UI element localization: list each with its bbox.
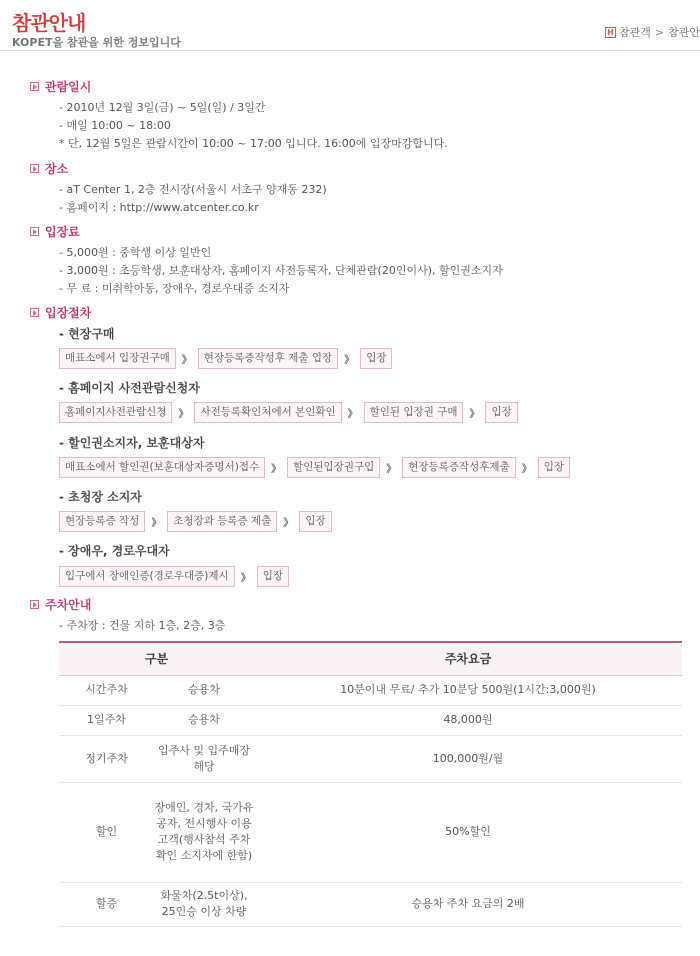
bullet-arrow-icon bbox=[30, 164, 39, 173]
parking-fee-cell: 50%할인 bbox=[254, 782, 682, 882]
procedure-group-title: - 할인권소지자, 보훈대상자 bbox=[59, 436, 205, 450]
procedure-step: 입구에서 장애인증(경로우대증)제시 bbox=[59, 566, 235, 587]
flow-arrow-icon: 》 bbox=[469, 409, 480, 420]
flow-arrow-icon: 》 bbox=[240, 573, 251, 584]
procedure-flow bbox=[59, 511, 332, 532]
section-title: 관람일시 bbox=[45, 79, 92, 94]
parking-fee-cell: 승용차 주차 요금의 2배 bbox=[254, 882, 682, 926]
parking-type-cell: 할증 bbox=[59, 882, 154, 926]
page-title: 참관안내 bbox=[12, 11, 86, 35]
procedure-step: 현장등록증작성후 제출 입장 bbox=[198, 348, 338, 369]
flow-arrow-icon: 》 bbox=[347, 409, 358, 420]
parking-target-cell: 화물차(2.5t이상), 25인승 이상 차량 bbox=[154, 882, 254, 926]
breadcrumb-item-guide[interactable]: 참관안 bbox=[668, 26, 700, 39]
flow-arrow-icon: 》 bbox=[386, 464, 397, 475]
parking-fee-cell: 100,000원/월 bbox=[254, 735, 682, 782]
column-header-fee: 주차요금 bbox=[254, 642, 682, 675]
page-subtitle: KOPET을 참관을 위한 정보입니다 bbox=[12, 36, 181, 49]
table-row bbox=[59, 735, 682, 782]
procedure-flow bbox=[59, 348, 392, 369]
section-procedure bbox=[30, 305, 91, 319]
procedure-step: 사전등록확인처에서 본인확인 bbox=[194, 402, 341, 423]
procedure-group-title: - 현장구매 bbox=[59, 327, 115, 341]
procedure-group-title: - 장애우, 경로우대자 bbox=[59, 544, 170, 558]
table-row bbox=[59, 705, 682, 735]
section-title: 입장료 bbox=[45, 224, 80, 239]
breadcrumb bbox=[605, 24, 700, 40]
flow-arrow-icon: 》 bbox=[271, 464, 282, 475]
fee-line: - 5,000원 : 중학생 이상 일반인 bbox=[59, 246, 212, 259]
parking-target-cell: 승용차 bbox=[154, 705, 254, 735]
fee-line: - 무 료 : 미취학아동, 장애우, 경로우대증 소지자 bbox=[59, 282, 290, 295]
procedure-step: 입장 bbox=[485, 402, 517, 423]
table-header-row bbox=[59, 642, 682, 675]
procedure-group-title: - 초청장 소지자 bbox=[59, 490, 142, 504]
venue-homepage: - 홈페이지 : http://www.atcenter.co.kr bbox=[59, 201, 259, 214]
schedule-line: - 매일 10:00 ~ 18:00 bbox=[59, 119, 171, 132]
procedure-step: 현장등록증 작성 bbox=[59, 511, 145, 532]
procedure-flow bbox=[59, 402, 518, 423]
parking-fee-cell: 48,000원 bbox=[254, 705, 682, 735]
section-parking bbox=[30, 597, 91, 611]
parking-target-cell: 입주사 및 입주매장 해당 bbox=[154, 735, 254, 782]
parking-type-cell: 1일주차 bbox=[59, 705, 154, 735]
bullet-arrow-icon bbox=[30, 82, 39, 91]
parking-fee-table bbox=[59, 641, 682, 927]
procedure-step: 입장 bbox=[299, 511, 331, 532]
section-title: 입장절차 bbox=[45, 305, 92, 320]
parking-target-cell: 장애인, 경차, 국가유공자, 전시행사 이용고객(행사참석 주차확인 소지자에 한함) bbox=[154, 782, 254, 882]
section-venue bbox=[30, 161, 68, 175]
procedure-step: 할인된 입장권 구매 bbox=[364, 402, 464, 423]
procedure-step: 입장 bbox=[257, 566, 289, 587]
procedure-step: 매표소에서 할인권(보훈대상자증명서)접수 bbox=[59, 457, 265, 478]
procedure-flow bbox=[59, 457, 570, 478]
schedule-note: * 단, 12월 5일은 관람시간이 10:00 ~ 17:00 입니다. 16:00에 입장마감합니다. bbox=[59, 137, 448, 150]
breadcrumb-item-visitor[interactable]: 참관객 bbox=[619, 26, 651, 39]
procedure-step: 입장 bbox=[538, 457, 570, 478]
parking-type-cell: 할인 bbox=[59, 782, 154, 882]
table-row bbox=[59, 882, 682, 926]
venue-line: - aT Center 1, 2층 전시장(서울시 서초구 양재동 232) bbox=[59, 183, 327, 196]
parking-target-cell: 승용차 bbox=[154, 675, 254, 705]
bullet-arrow-icon bbox=[30, 600, 39, 609]
bullet-arrow-icon bbox=[30, 227, 39, 236]
title-divider bbox=[0, 50, 700, 51]
procedure-step: 홈페이지사전관람신청 bbox=[59, 402, 172, 423]
table-row bbox=[59, 675, 682, 705]
table-row bbox=[59, 782, 682, 882]
flow-arrow-icon: 》 bbox=[178, 409, 189, 420]
section-title: 주차안내 bbox=[45, 597, 92, 612]
home-icon[interactable]: H bbox=[605, 27, 616, 38]
section-title: 장소 bbox=[45, 161, 69, 176]
section-schedule bbox=[30, 79, 91, 93]
breadcrumb-separator: > bbox=[654, 25, 665, 39]
procedure-step: 입장 bbox=[360, 348, 392, 369]
flow-arrow-icon: 》 bbox=[151, 518, 162, 529]
procedure-step: 할인된입장권구입 bbox=[287, 457, 380, 478]
procedure-flow bbox=[59, 566, 289, 587]
parking-fee-cell: 10분이내 무료/ 추가 10분당 500원(1시간:3,000원) bbox=[254, 675, 682, 705]
bullet-arrow-icon bbox=[30, 308, 39, 317]
flow-arrow-icon: 》 bbox=[344, 355, 355, 366]
column-header-type: 구분 bbox=[59, 642, 254, 675]
flow-arrow-icon: 》 bbox=[283, 518, 294, 529]
procedure-step: 매표소에서 입장권구매 bbox=[59, 348, 176, 369]
flow-arrow-icon: 》 bbox=[181, 355, 192, 366]
procedure-group-title: - 홈페이지 사전관람신청자 bbox=[59, 381, 200, 395]
flow-arrow-icon: 》 bbox=[521, 464, 532, 475]
procedure-step: 초청장과 등록증 제출 bbox=[167, 511, 277, 532]
section-fee bbox=[30, 224, 80, 238]
schedule-line: - 2010년 12월 3일(금) ~ 5일(일) / 3일간 bbox=[59, 101, 266, 114]
parking-type-cell: 정기주차 bbox=[59, 735, 154, 782]
parking-line: - 주차장 : 건물 지하 1층, 2층, 3층 bbox=[59, 619, 226, 632]
fee-line: - 3,000원 : 초등학생, 보훈대상자, 홈페이지 사전등록자, 단체관람(20인이사), 할인권소지자 bbox=[59, 264, 503, 277]
parking-type-cell: 시간주차 bbox=[59, 675, 154, 705]
procedure-step: 현장등록증작성후제출 bbox=[402, 457, 515, 478]
